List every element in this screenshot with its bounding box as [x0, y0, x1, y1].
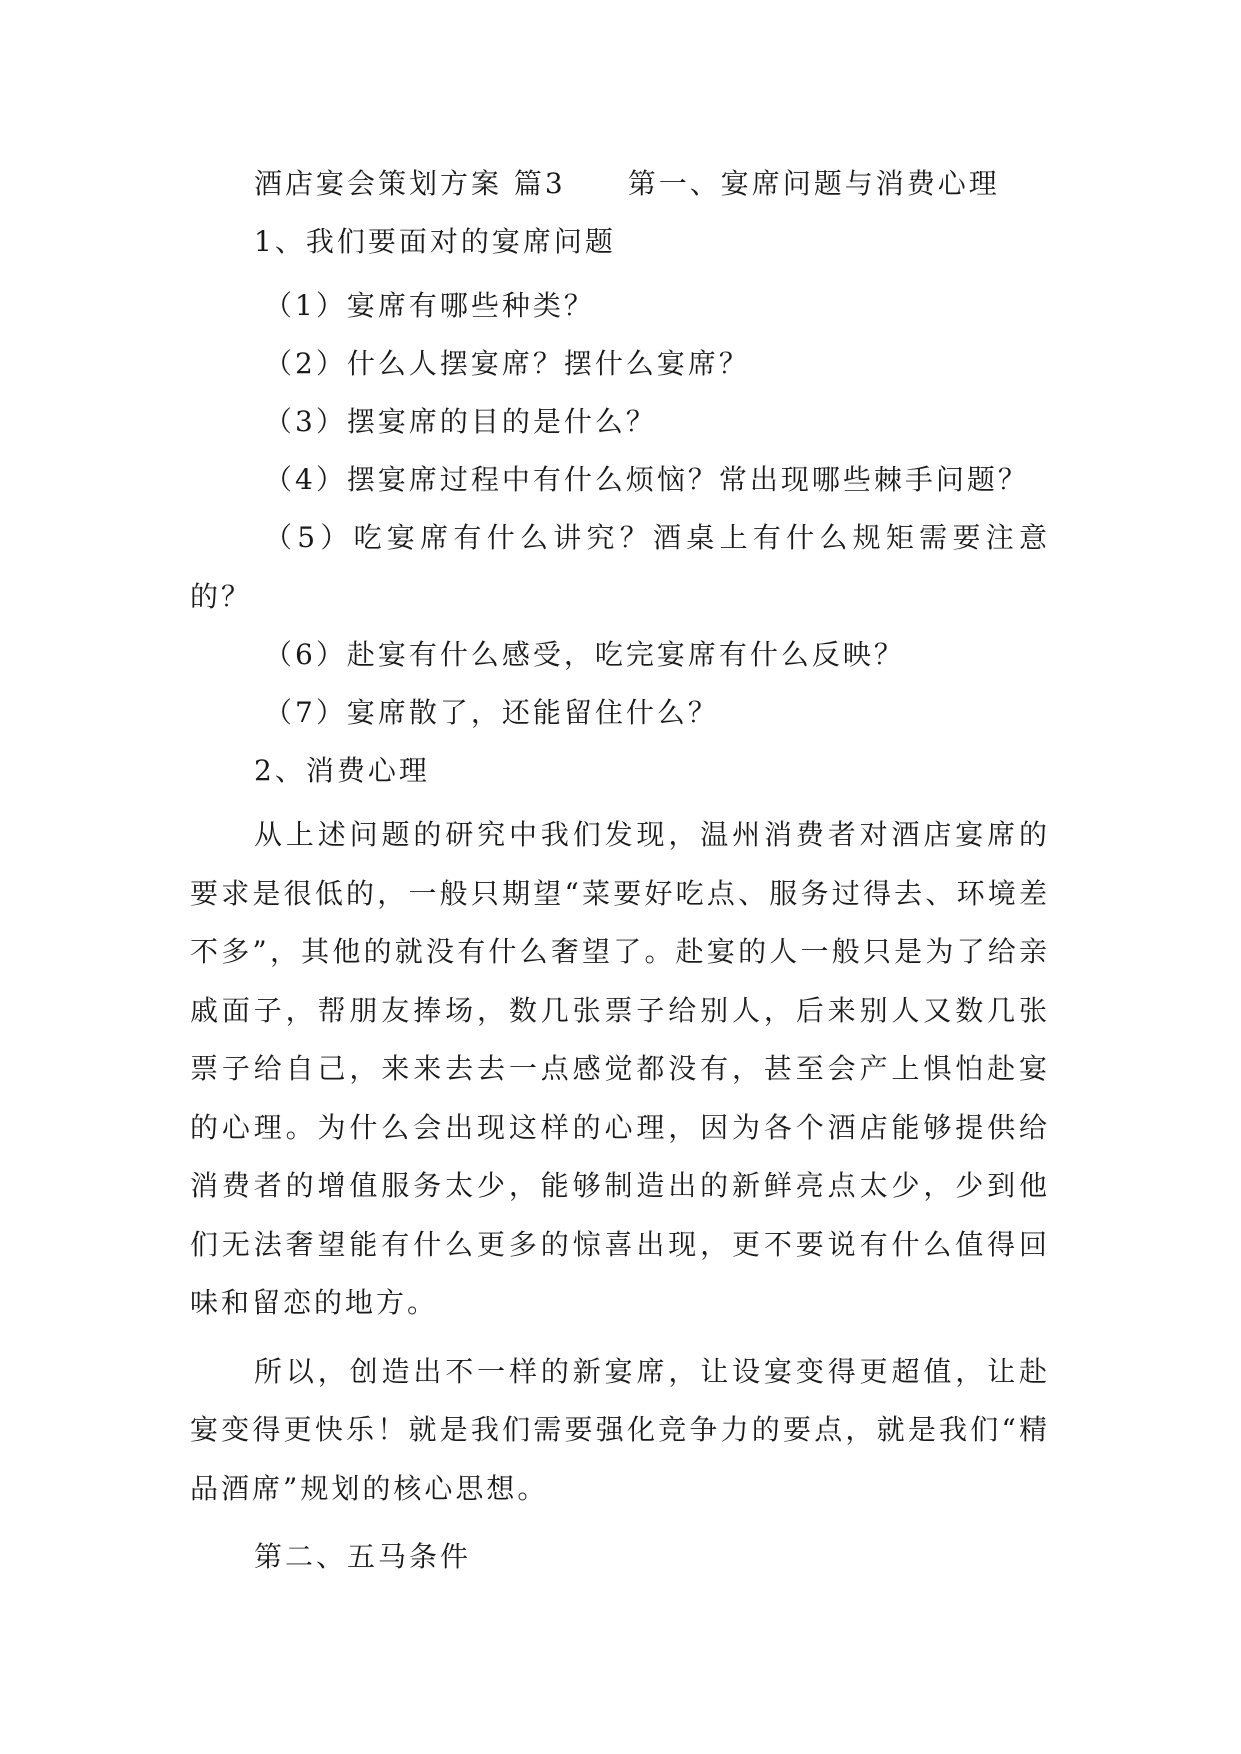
section-heading-conditions: 第二、五马条件: [254, 1540, 472, 1573]
question-item: （2）什么人摆宴席？摆什么宴席？: [264, 347, 750, 380]
question-item: （3）摆宴席的目的是什么？: [264, 405, 657, 438]
question-item: （4）摆宴席过程中有什么烦恼？常出现哪些棘手问题？: [264, 463, 1029, 496]
section-heading-problems: 1、我们要面对的宴席问题: [254, 225, 616, 258]
section-heading-psychology: 2、消费心理: [254, 754, 430, 787]
question-item: （1）宴席有哪些种类？: [264, 289, 595, 322]
question-item: （7）宴席散了，还能留住什么？: [264, 696, 719, 729]
question-item: （5）吃宴席有什么讲究？酒桌上有什么规矩需要注意的？: [190, 521, 1050, 613]
document-body: [190, 155, 1050, 1586]
title-line: 酒店宴会策划方案 篇3 第一、宴席问题与消费心理: [254, 167, 1000, 200]
paragraph-conclusion: 所以，创造出不一样的新宴席，让设宴变得更超值，让赴宴变得更快乐！就是我们需要强化竞争力的要点，就是我们“精品酒席”规划的核心思想。: [190, 1354, 1050, 1505]
paragraph-psychology: 从上述问题的研究中我们发现，温州消费者对酒店宴席的要求是很低的，一般只期望“菜要好吃点、服务过得去、环境差不多”，其他的就没有什么奢望了。赴宴的人一般只是为了给亲戚面子，帮朋友捧场，数几张票子给别人，后来别人又数几张票子给自己，来来去去一点感觉都没有，甚至会产上惧怕赴宴的心理。为什么会出现这样的心理，因为各个酒店能够提供给消费者的增值服务太少，能够制造出的新鲜亮点太少，少到他们无法奢望能有什么更多的惊喜出现，更不要说有什么值得回味和留恋的地方。: [190, 818, 1050, 1319]
question-item: （6）赴宴有什么感受，吃完宴席有什么反映？: [264, 638, 905, 671]
